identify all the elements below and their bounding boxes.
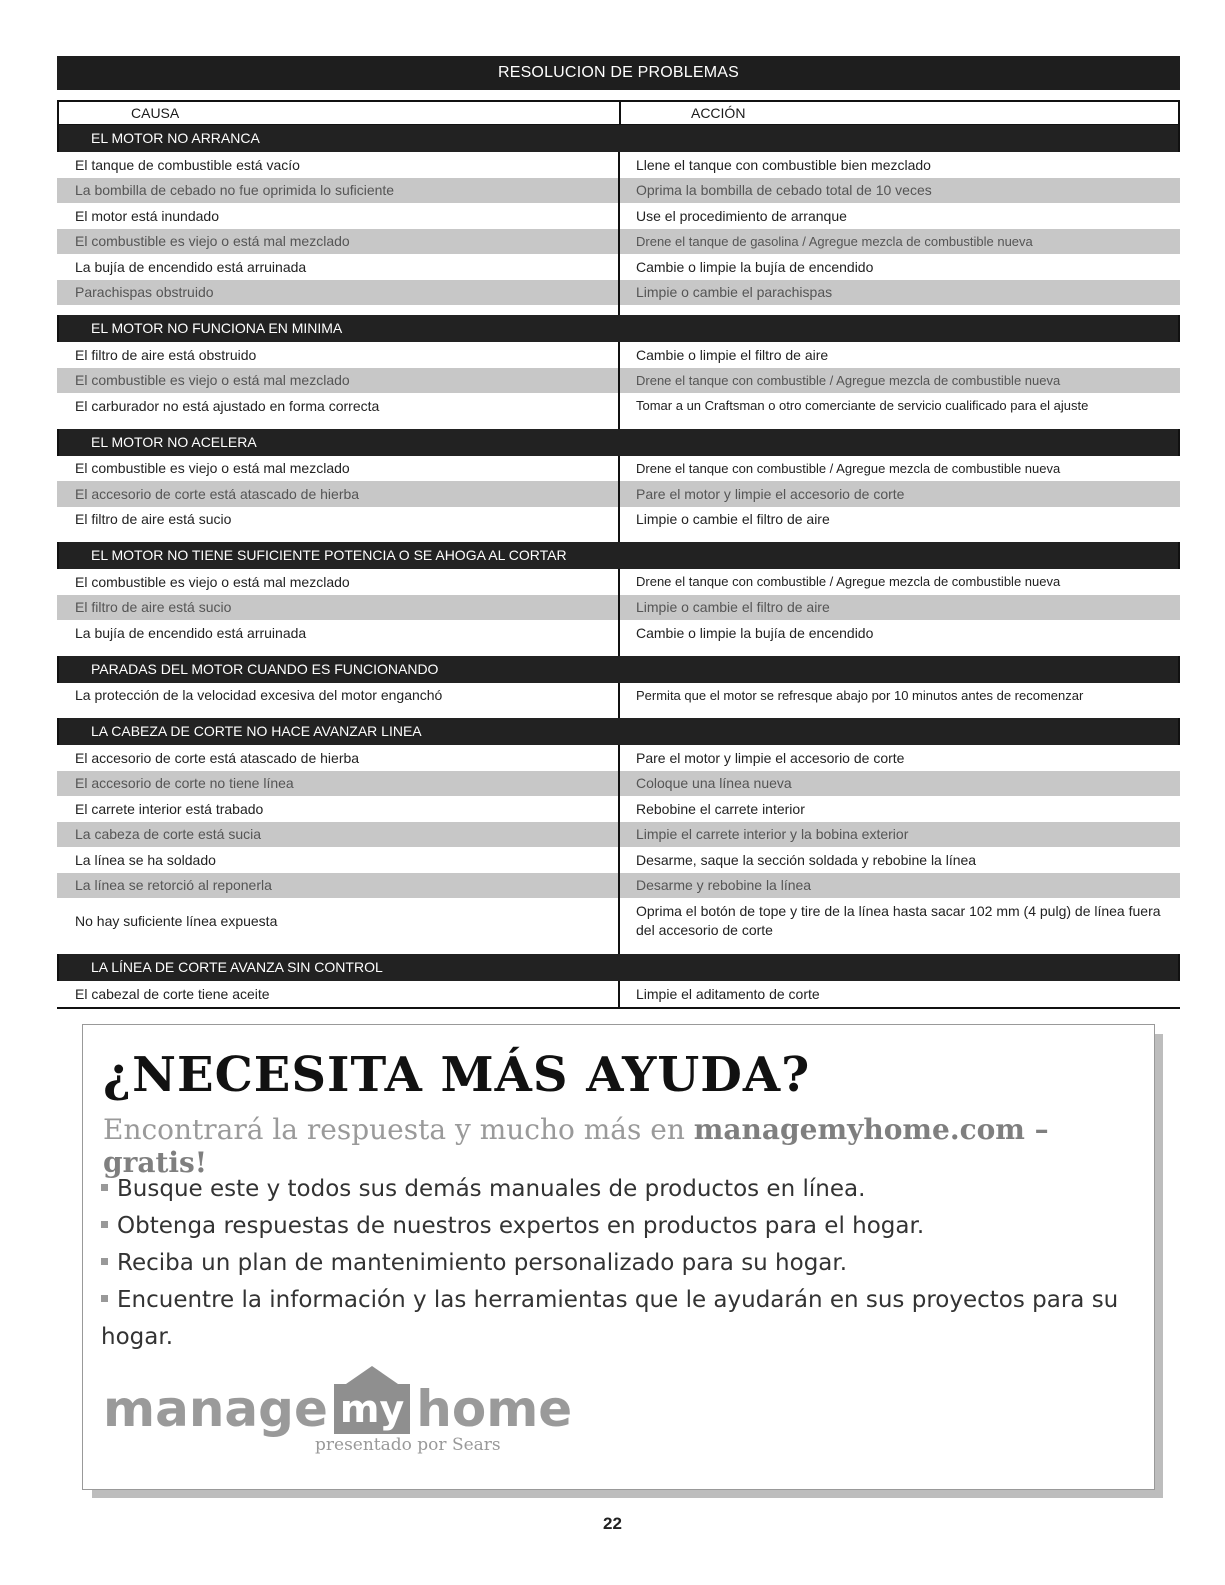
help-subtitle-lead: Encontrará la respuesta y mucho más en	[103, 1113, 685, 1146]
action-column-header: ACCIÓN	[690, 105, 746, 121]
action-cell: Permita que el motor se refresque abajo por 10 minutos antes de recomenzar	[636, 687, 1084, 703]
cause-cell: La línea se retorció al reponerla	[57, 873, 620, 899]
table-row	[57, 620, 1180, 646]
table-row	[57, 456, 1180, 482]
section-title: EL MOTOR NO ARRANCA	[57, 125, 1180, 152]
cause-cell: El accesorio de corte no tiene línea	[57, 771, 620, 797]
cause-cell: El combustible es viejo o está mal mezclado	[57, 368, 620, 394]
table-row	[57, 229, 1180, 255]
page-number: 22	[603, 1514, 622, 1533]
cause-cell: El combustible es viejo o está mal mezclado	[57, 456, 620, 482]
table-row	[57, 178, 1180, 204]
action-cell: Drene el tanque con combustible / Agregue mezcla de combustible nueva	[636, 574, 1061, 590]
section-title: LA LÍNEA DE CORTE AVANZA SIN CONTROL	[57, 954, 1180, 981]
section-title: PARADAS DEL MOTOR CUANDO ES FUNCIONANDO	[57, 656, 1180, 683]
cause-cell: El combustible es viejo o está mal mezclado	[57, 569, 620, 595]
troubleshooting-table	[57, 100, 1180, 1009]
table-row	[57, 254, 1180, 280]
table-row	[57, 745, 1180, 771]
cause-cell: El cabezal de corte tiene aceite	[57, 981, 620, 1007]
cause-cell: No hay suficiente línea expuesta	[57, 898, 620, 944]
table-row	[57, 507, 1180, 533]
managemyhome-logo	[103, 1379, 572, 1439]
cause-cell: Parachispas obstruido	[57, 280, 620, 306]
section-title: EL MOTOR NO TIENE SUFICIENTE POTENCIA O SE AHOGA AL CORTAR	[57, 542, 1180, 569]
table-row	[57, 342, 1180, 368]
table-row	[57, 152, 1180, 178]
help-subtitle	[103, 1113, 1154, 1179]
action-cell: Cambie o limpie la bujía de encendido	[636, 624, 874, 641]
cause-cell: El accesorio de corte está atascado de hierba	[57, 481, 620, 507]
action-cell: Drene el tanque con combustible / Agregue mezcla de combustible nueva	[636, 372, 1061, 388]
table-row	[57, 981, 1180, 1007]
bullet-icon	[101, 1184, 108, 1191]
table-row	[57, 683, 1180, 709]
action-cell: Limpie o cambie el filtro de aire	[636, 511, 830, 528]
action-cell: Tomar a un Craftsman o otro comerciante de servicio cualificado para el ajuste	[636, 398, 1089, 414]
cause-cell: El filtro de aire está obstruido	[57, 342, 620, 368]
logo-text-home: home	[416, 1380, 573, 1438]
cause-cell: El filtro de aire está sucio	[57, 507, 620, 533]
action-cell: Pare el motor y limpie el accesorio de corte	[636, 485, 905, 502]
action-cell: Limpie o cambie el parachispas	[636, 284, 833, 301]
bullet-text: Reciba un plan de mantenimiento personalizado para su hogar.	[117, 1250, 848, 1276]
bullet-text: Busque este y todos sus demás manuales de productos en línea.	[117, 1176, 866, 1202]
action-cell: Coloque una línea nueva	[636, 775, 792, 792]
presented-by-text: presentado por Sears	[315, 1435, 501, 1455]
section-gap	[57, 532, 1180, 542]
table-row	[57, 796, 1180, 822]
cause-cell: El carrete interior está trabado	[57, 796, 620, 822]
cause-cell: El carburador no está ajustado en forma correcta	[57, 393, 620, 419]
list-item	[101, 1282, 1154, 1350]
cause-column-header: CAUSA	[131, 105, 180, 121]
help-subtitle-link[interactable]: managemyhome.com – gratis!	[103, 1113, 1049, 1179]
action-cell: Oprima el botón de tope y tire de la línea hasta sacar 102 mm (4 pulg) de línea fuera del accesorio de corte	[636, 903, 1161, 938]
bullet-icon	[101, 1258, 108, 1265]
cause-cell: El accesorio de corte está atascado de hierba	[57, 745, 620, 771]
table-row	[57, 203, 1180, 229]
cause-cell: El motor está inundado	[57, 203, 620, 229]
help-title: ¿NECESITA MÁS AYUDA?	[103, 1047, 811, 1103]
action-cell: Llene el tanque con combustible bien mezclado	[636, 156, 931, 173]
cause-cell: El combustible es viejo o está mal mezclado	[57, 229, 620, 255]
section-gap	[57, 944, 1180, 954]
table-row	[57, 481, 1180, 507]
table-row	[57, 822, 1180, 848]
cause-cell: El tanque de combustible está vacío	[57, 152, 620, 178]
section-title: EL MOTOR NO FUNCIONA EN MINIMA	[57, 315, 1180, 342]
action-cell: Desarme, saque la sección soldada y rebobine la línea	[636, 851, 977, 868]
table-row	[57, 898, 1180, 944]
cause-cell: La cabeza de corte está sucia	[57, 822, 620, 848]
section-gap	[57, 708, 1180, 718]
action-cell: Pare el motor y limpie el accesorio de corte	[636, 749, 905, 766]
table-sections	[57, 125, 1180, 1007]
list-item	[101, 1208, 1154, 1245]
section-gap	[57, 646, 1180, 656]
list-item	[101, 1171, 1154, 1208]
table-row	[57, 368, 1180, 394]
bullet-icon	[101, 1221, 108, 1228]
action-cell: Limpie el carrete interior y la bobina exterior	[636, 826, 909, 843]
table-row	[57, 280, 1180, 306]
column-headers	[57, 102, 1180, 125]
table-row	[57, 595, 1180, 621]
cause-cell: El filtro de aire está sucio	[57, 595, 620, 621]
table-row	[57, 771, 1180, 797]
action-cell: Cambie o limpie el filtro de aire	[636, 346, 829, 363]
section-title: EL MOTOR NO ACELERA	[57, 429, 1180, 456]
cause-cell: La bujía de encendido está arruinada	[57, 620, 620, 646]
action-cell: Drene el tanque de gasolina / Agregue mezcla de combustible nueva	[636, 233, 1033, 249]
section-gap	[57, 305, 1180, 315]
cause-cell: La bombilla de cebado no fue oprimida lo suficiente	[57, 178, 620, 204]
section-title: LA CABEZA DE CORTE NO HACE AVANZAR LINEA	[57, 718, 1180, 745]
logo-house-icon: my	[334, 1384, 410, 1434]
help-box	[82, 1024, 1155, 1490]
action-cell: Oprima la bombilla de cebado total de 10 veces	[636, 182, 932, 199]
bullet-text: Obtenga respuestas de nuestros expertos en productos para el hogar.	[117, 1213, 925, 1239]
page-header-title: RESOLUCION DE PROBLEMAS	[57, 56, 1180, 90]
table-row	[57, 393, 1180, 419]
table-row	[57, 569, 1180, 595]
logo-text-manage: manage	[103, 1380, 328, 1438]
action-cell: Drene el tanque con combustible / Agregue mezcla de combustible nueva	[636, 460, 1061, 476]
cause-cell: La bujía de encendido está arruinada	[57, 254, 620, 280]
table-row	[57, 847, 1180, 873]
action-cell: Use el procedimiento de arranque	[636, 207, 847, 224]
list-item	[101, 1245, 1154, 1282]
action-cell: Desarme y rebobine la línea	[636, 877, 812, 894]
action-cell: Limpie o cambie el filtro de aire	[636, 599, 830, 616]
cause-cell: La línea se ha soldado	[57, 847, 620, 873]
action-cell: Limpie el aditamento de corte	[636, 985, 820, 1002]
action-cell: Rebobine el carrete interior	[636, 800, 805, 817]
cause-cell: La protección de la velocidad excesiva del motor enganchó	[57, 683, 620, 709]
bullet-icon	[101, 1295, 108, 1302]
bullet-text: Encuentre la información y las herramientas que le ayudarán en sus proyectos para su hogar.	[101, 1287, 1119, 1350]
action-cell: Cambie o limpie la bujía de encendido	[636, 258, 874, 275]
help-bullet-list	[101, 1171, 1154, 1350]
table-row	[57, 873, 1180, 899]
section-gap	[57, 419, 1180, 429]
